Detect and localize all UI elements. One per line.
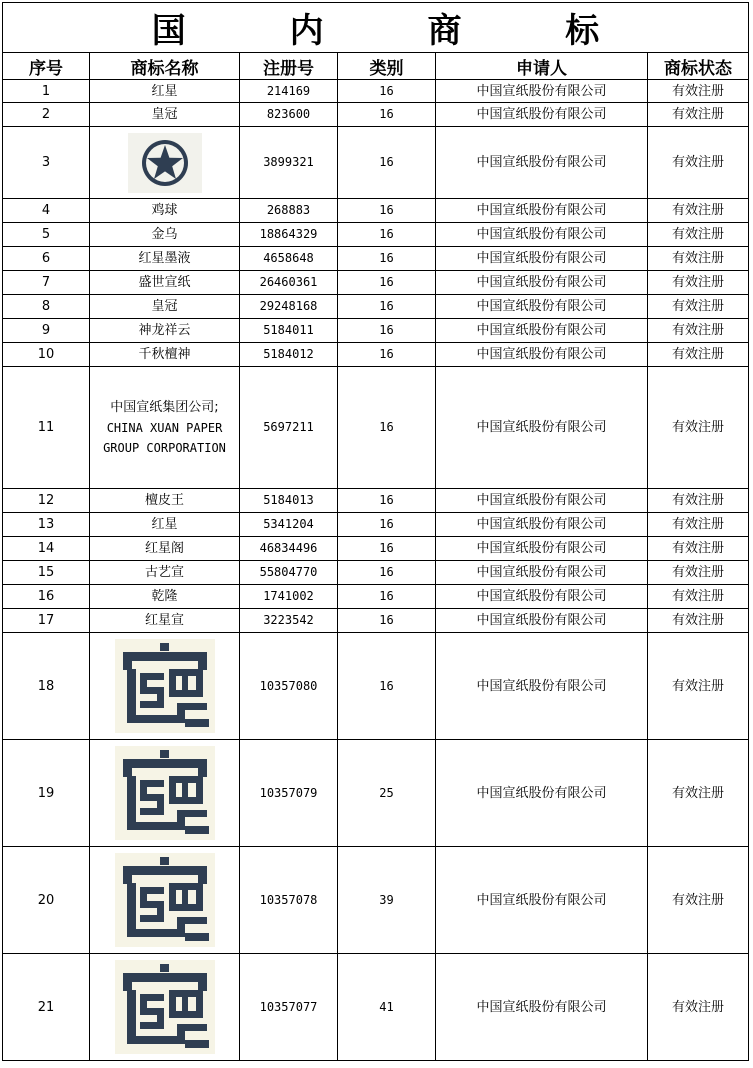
cell-index: 1 — [3, 80, 90, 103]
table-row — [3, 199, 749, 223]
trademark-table — [2, 2, 749, 1061]
table-row — [3, 609, 749, 633]
cell-class: 16 — [338, 271, 436, 295]
xuan-seal-logo-icon — [115, 639, 215, 733]
cell-applicant: 中国宣纸股份有限公司 — [436, 247, 648, 271]
cell-status: 有效注册 — [648, 343, 749, 367]
table-row — [3, 367, 749, 489]
cell-reg-no: 46834496 — [240, 537, 338, 561]
cell-status: 有效注册 — [648, 80, 749, 103]
cell-index: 12 — [3, 489, 90, 513]
cell-status: 有效注册 — [648, 319, 749, 343]
cell-reg-no: 5184011 — [240, 319, 338, 343]
cell-index: 3 — [3, 127, 90, 199]
cell-name: 红星 — [90, 80, 240, 103]
cell-reg-no: 5341204 — [240, 513, 338, 537]
cell-index: 4 — [3, 199, 90, 223]
cell-index: 20 — [3, 847, 90, 954]
cell-status: 有效注册 — [648, 223, 749, 247]
cell-applicant: 中国宣纸股份有限公司 — [436, 609, 648, 633]
cell-reg-no: 10357077 — [240, 954, 338, 1061]
cell-status: 有效注册 — [648, 247, 749, 271]
cell-status: 有效注册 — [648, 271, 749, 295]
cell-reg-no: 26460361 — [240, 271, 338, 295]
cell-applicant: 中国宣纸股份有限公司 — [436, 513, 648, 537]
cell-reg-no: 10357078 — [240, 847, 338, 954]
cell-name: 盛世宣纸 — [90, 271, 240, 295]
cell-applicant: 中国宣纸股份有限公司 — [436, 847, 648, 954]
cell-index: 15 — [3, 561, 90, 585]
table-header-row — [3, 53, 749, 80]
cell-class: 16 — [338, 223, 436, 247]
table-row — [3, 319, 749, 343]
cell-name: 红星墨液 — [90, 247, 240, 271]
cell-class: 16 — [338, 561, 436, 585]
cell-index: 10 — [3, 343, 90, 367]
cell-class: 25 — [338, 740, 436, 847]
cell-index: 14 — [3, 537, 90, 561]
name-cn-line: 中国宣纸集团公司; — [110, 399, 219, 415]
cell-name: 皇冠 — [90, 103, 240, 127]
header-reg-no: 注册号 — [240, 53, 338, 80]
cell-applicant: 中国宣纸股份有限公司 — [436, 295, 648, 319]
table-row — [3, 740, 749, 847]
table-row — [3, 537, 749, 561]
cell-status: 有效注册 — [648, 199, 749, 223]
header-applicant: 申请人 — [436, 53, 648, 80]
table-row — [3, 247, 749, 271]
cell-applicant: 中国宣纸股份有限公司 — [436, 585, 648, 609]
table-row — [3, 954, 749, 1061]
cell-status: 有效注册 — [648, 103, 749, 127]
cell-class: 16 — [338, 247, 436, 271]
cell-class: 41 — [338, 954, 436, 1061]
table-row — [3, 295, 749, 319]
table-row — [3, 343, 749, 367]
cell-reg-no: 1741002 — [240, 585, 338, 609]
cell-index: 19 — [3, 740, 90, 847]
cell-status: 有效注册 — [648, 127, 749, 199]
cell-status: 有效注册 — [648, 295, 749, 319]
cell-class: 16 — [338, 609, 436, 633]
cell-applicant: 中国宣纸股份有限公司 — [436, 199, 648, 223]
cell-applicant: 中国宣纸股份有限公司 — [436, 954, 648, 1061]
cell-index: 13 — [3, 513, 90, 537]
cell-applicant: 中国宣纸股份有限公司 — [436, 740, 648, 847]
name-en-line-1: CHINA XUAN PAPER — [106, 420, 223, 435]
cell-reg-no: 10357079 — [240, 740, 338, 847]
table-row — [3, 561, 749, 585]
cell-class: 16 — [338, 367, 436, 489]
cell-name: 乾隆 — [90, 585, 240, 609]
table-row — [3, 103, 749, 127]
cell-index: 9 — [3, 319, 90, 343]
cell-status: 有效注册 — [648, 561, 749, 585]
cell-reg-no: 214169 — [240, 80, 338, 103]
cell-name — [90, 367, 240, 489]
table-row — [3, 585, 749, 609]
cell-class: 39 — [338, 847, 436, 954]
cell-status: 有效注册 — [648, 537, 749, 561]
cell-class: 16 — [338, 295, 436, 319]
cell-status: 有效注册 — [648, 367, 749, 489]
xuan-seal-logo-icon — [115, 853, 215, 947]
cell-reg-no: 5184012 — [240, 343, 338, 367]
cell-reg-no: 3223542 — [240, 609, 338, 633]
cell-index: 7 — [3, 271, 90, 295]
cell-class: 16 — [338, 80, 436, 103]
cell-logo — [90, 633, 240, 740]
cell-class: 16 — [338, 127, 436, 199]
cell-name: 红星阁 — [90, 537, 240, 561]
cell-logo — [90, 740, 240, 847]
cell-applicant: 中国宣纸股份有限公司 — [436, 319, 648, 343]
cell-class: 16 — [338, 199, 436, 223]
cell-status: 有效注册 — [648, 954, 749, 1061]
table-row — [3, 271, 749, 295]
cell-reg-no: 3899321 — [240, 127, 338, 199]
cell-class: 16 — [338, 537, 436, 561]
cell-applicant: 中国宣纸股份有限公司 — [436, 103, 648, 127]
table-row — [3, 489, 749, 513]
table-row — [3, 633, 749, 740]
cell-applicant: 中国宣纸股份有限公司 — [436, 127, 648, 199]
cell-reg-no: 823600 — [240, 103, 338, 127]
cell-reg-no: 10357080 — [240, 633, 338, 740]
cell-status: 有效注册 — [648, 585, 749, 609]
cell-name: 皇冠 — [90, 295, 240, 319]
page-title: 国 内 商 标 — [3, 3, 749, 53]
cell-logo — [90, 127, 240, 199]
table-row — [3, 80, 749, 103]
cell-logo — [90, 954, 240, 1061]
cell-name: 神龙祥云 — [90, 319, 240, 343]
cell-class: 16 — [338, 319, 436, 343]
cell-index: 8 — [3, 295, 90, 319]
cell-applicant: 中国宣纸股份有限公司 — [436, 561, 648, 585]
header-class: 类别 — [338, 53, 436, 80]
cell-applicant: 中国宣纸股份有限公司 — [436, 537, 648, 561]
xuan-seal-logo-icon — [115, 960, 215, 1054]
cell-class: 16 — [338, 103, 436, 127]
cell-name: 檀皮王 — [90, 489, 240, 513]
cell-class: 16 — [338, 343, 436, 367]
cell-applicant: 中国宣纸股份有限公司 — [436, 223, 648, 247]
cell-status: 有效注册 — [648, 513, 749, 537]
cell-reg-no: 55804770 — [240, 561, 338, 585]
cell-index: 17 — [3, 609, 90, 633]
header-index: 序号 — [3, 53, 90, 80]
header-name: 商标名称 — [90, 53, 240, 80]
cell-class: 16 — [338, 489, 436, 513]
cell-reg-no: 18864329 — [240, 223, 338, 247]
cell-status: 有效注册 — [648, 740, 749, 847]
cell-applicant: 中国宣纸股份有限公司 — [436, 633, 648, 740]
cell-name: 古艺宣 — [90, 561, 240, 585]
cell-index: 2 — [3, 103, 90, 127]
cell-class: 16 — [338, 633, 436, 740]
cell-index: 6 — [3, 247, 90, 271]
cell-class: 16 — [338, 513, 436, 537]
cell-applicant: 中国宣纸股份有限公司 — [436, 343, 648, 367]
cell-reg-no: 268883 — [240, 199, 338, 223]
cell-status: 有效注册 — [648, 847, 749, 954]
table-row — [3, 513, 749, 537]
table-row — [3, 847, 749, 954]
cell-applicant: 中国宣纸股份有限公司 — [436, 489, 648, 513]
star-circle-logo-icon — [128, 133, 202, 193]
cell-index: 5 — [3, 223, 90, 247]
cell-name: 鸡球 — [90, 199, 240, 223]
table-row — [3, 223, 749, 247]
cell-name: 金乌 — [90, 223, 240, 247]
cell-class: 16 — [338, 585, 436, 609]
cell-reg-no: 4658648 — [240, 247, 338, 271]
cell-status: 有效注册 — [648, 489, 749, 513]
cell-status: 有效注册 — [648, 609, 749, 633]
cell-index: 21 — [3, 954, 90, 1061]
cell-index: 18 — [3, 633, 90, 740]
cell-logo — [90, 847, 240, 954]
name-en-line-2: GROUP CORPORATION — [103, 440, 226, 455]
header-status: 商标状态 — [648, 53, 749, 80]
cell-index: 16 — [3, 585, 90, 609]
cell-reg-no: 5697211 — [240, 367, 338, 489]
cell-reg-no: 29248168 — [240, 295, 338, 319]
cell-applicant: 中国宣纸股份有限公司 — [436, 80, 648, 103]
xuan-seal-logo-icon — [115, 746, 215, 840]
cell-applicant: 中国宣纸股份有限公司 — [436, 367, 648, 489]
cell-name: 红星宣 — [90, 609, 240, 633]
cell-status: 有效注册 — [648, 633, 749, 740]
cell-name: 红星 — [90, 513, 240, 537]
cell-applicant: 中国宣纸股份有限公司 — [436, 271, 648, 295]
table-row — [3, 127, 749, 199]
cell-index: 11 — [3, 367, 90, 489]
cell-name: 千秋檀神 — [90, 343, 240, 367]
cell-reg-no: 5184013 — [240, 489, 338, 513]
